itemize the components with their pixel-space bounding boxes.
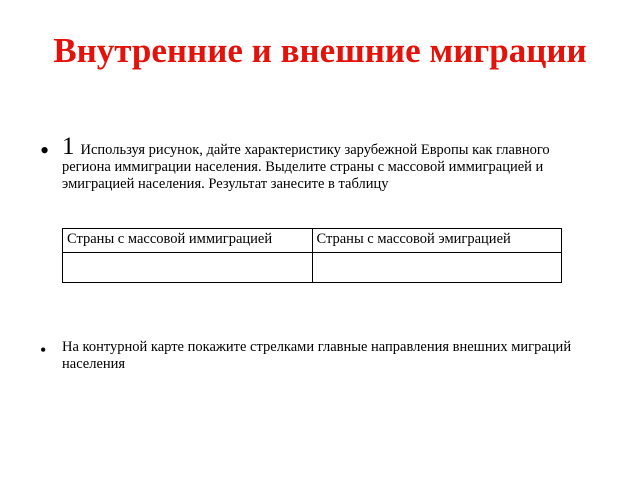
bullet-point-icon: •	[40, 340, 47, 360]
table-row	[63, 253, 562, 283]
answer-table	[62, 228, 562, 283]
bullet-item-task-2	[40, 339, 580, 373]
bullet-item-task-1	[40, 133, 580, 193]
task-number: 1	[62, 133, 75, 160]
table-header-emigration: Страны с массовой эмиграцией	[312, 229, 562, 253]
table-header-row	[63, 229, 562, 253]
task-2-instruction: На контурной карте покажите стрелками главные направления внешних миграций населения	[62, 339, 572, 372]
bullet-point-icon: •	[40, 136, 50, 165]
slide-title: Внутренние и внешние миграции	[53, 31, 587, 70]
table-header-immigration: Страны с массовой иммиграцией	[63, 229, 313, 253]
task-1-instruction: Используя рисунок, дайте характеристику зарубежной Европы как главного региона иммиграции населения. Выделите страны с массовой иммиграцией и эмиграцией населения. Результат занесите в таблицу	[62, 142, 550, 192]
bullet-text	[62, 133, 580, 193]
table-cell-immigration	[63, 253, 313, 283]
table-cell-emigration	[312, 253, 562, 283]
